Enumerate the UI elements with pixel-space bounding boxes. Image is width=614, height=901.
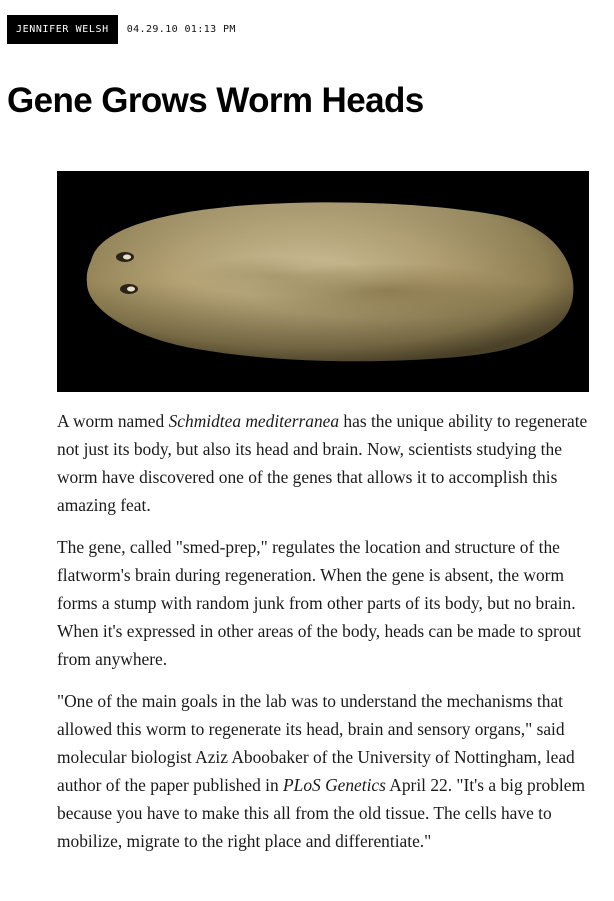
paragraph-3-text-a: "One of the main goals in the lab was to understand the mechanisms that allowed this worm to regenerate its head, brain and sensory organs," said molecular biologist Aziz Aboobaker of the University of Nottingham, lead author of the paper published in [57,691,575,795]
flatworm-photo [57,171,589,392]
paragraph-2: The gene, called "smed-prep," regulates the location and structure of the flatworm's brain during regeneration. When the gene is absent, the worm forms a stump with random junk from other parts of its body, but no brain. When it's expressed in other areas of the body, heads can be made to sprout from anywhere. [57,537,582,669]
article-title: Gene Grows Worm Heads [7,81,424,120]
species-name: Schmidtea mediterranea [168,411,340,431]
paragraph-3 [57,687,593,855]
flatworm-illustration [57,171,589,392]
article-body [57,407,593,869]
paragraph-1-text-a: A worm named [57,411,169,431]
paragraph-1 [57,407,593,519]
paragraph-3-text-b: April 22. "It's a big problem because you have to make this all from the old tissue. The cells have to mobilize, migrate to the right place and differentiate." [57,775,585,851]
timestamp: 04.29.10 01:13 PM [126,24,236,35]
author-tag[interactable]: JENNIFER WELSH [7,15,118,44]
byline [7,15,236,44]
paragraph-1-text-b: has the unique ability to regenerate not just its body, but also its head and brain. Now, scientists studying the worm have discovered one of the genes that allows it to accomplish this amazing feat. [57,411,588,515]
journal-name[interactable]: PLoS Genetics [283,775,386,795]
